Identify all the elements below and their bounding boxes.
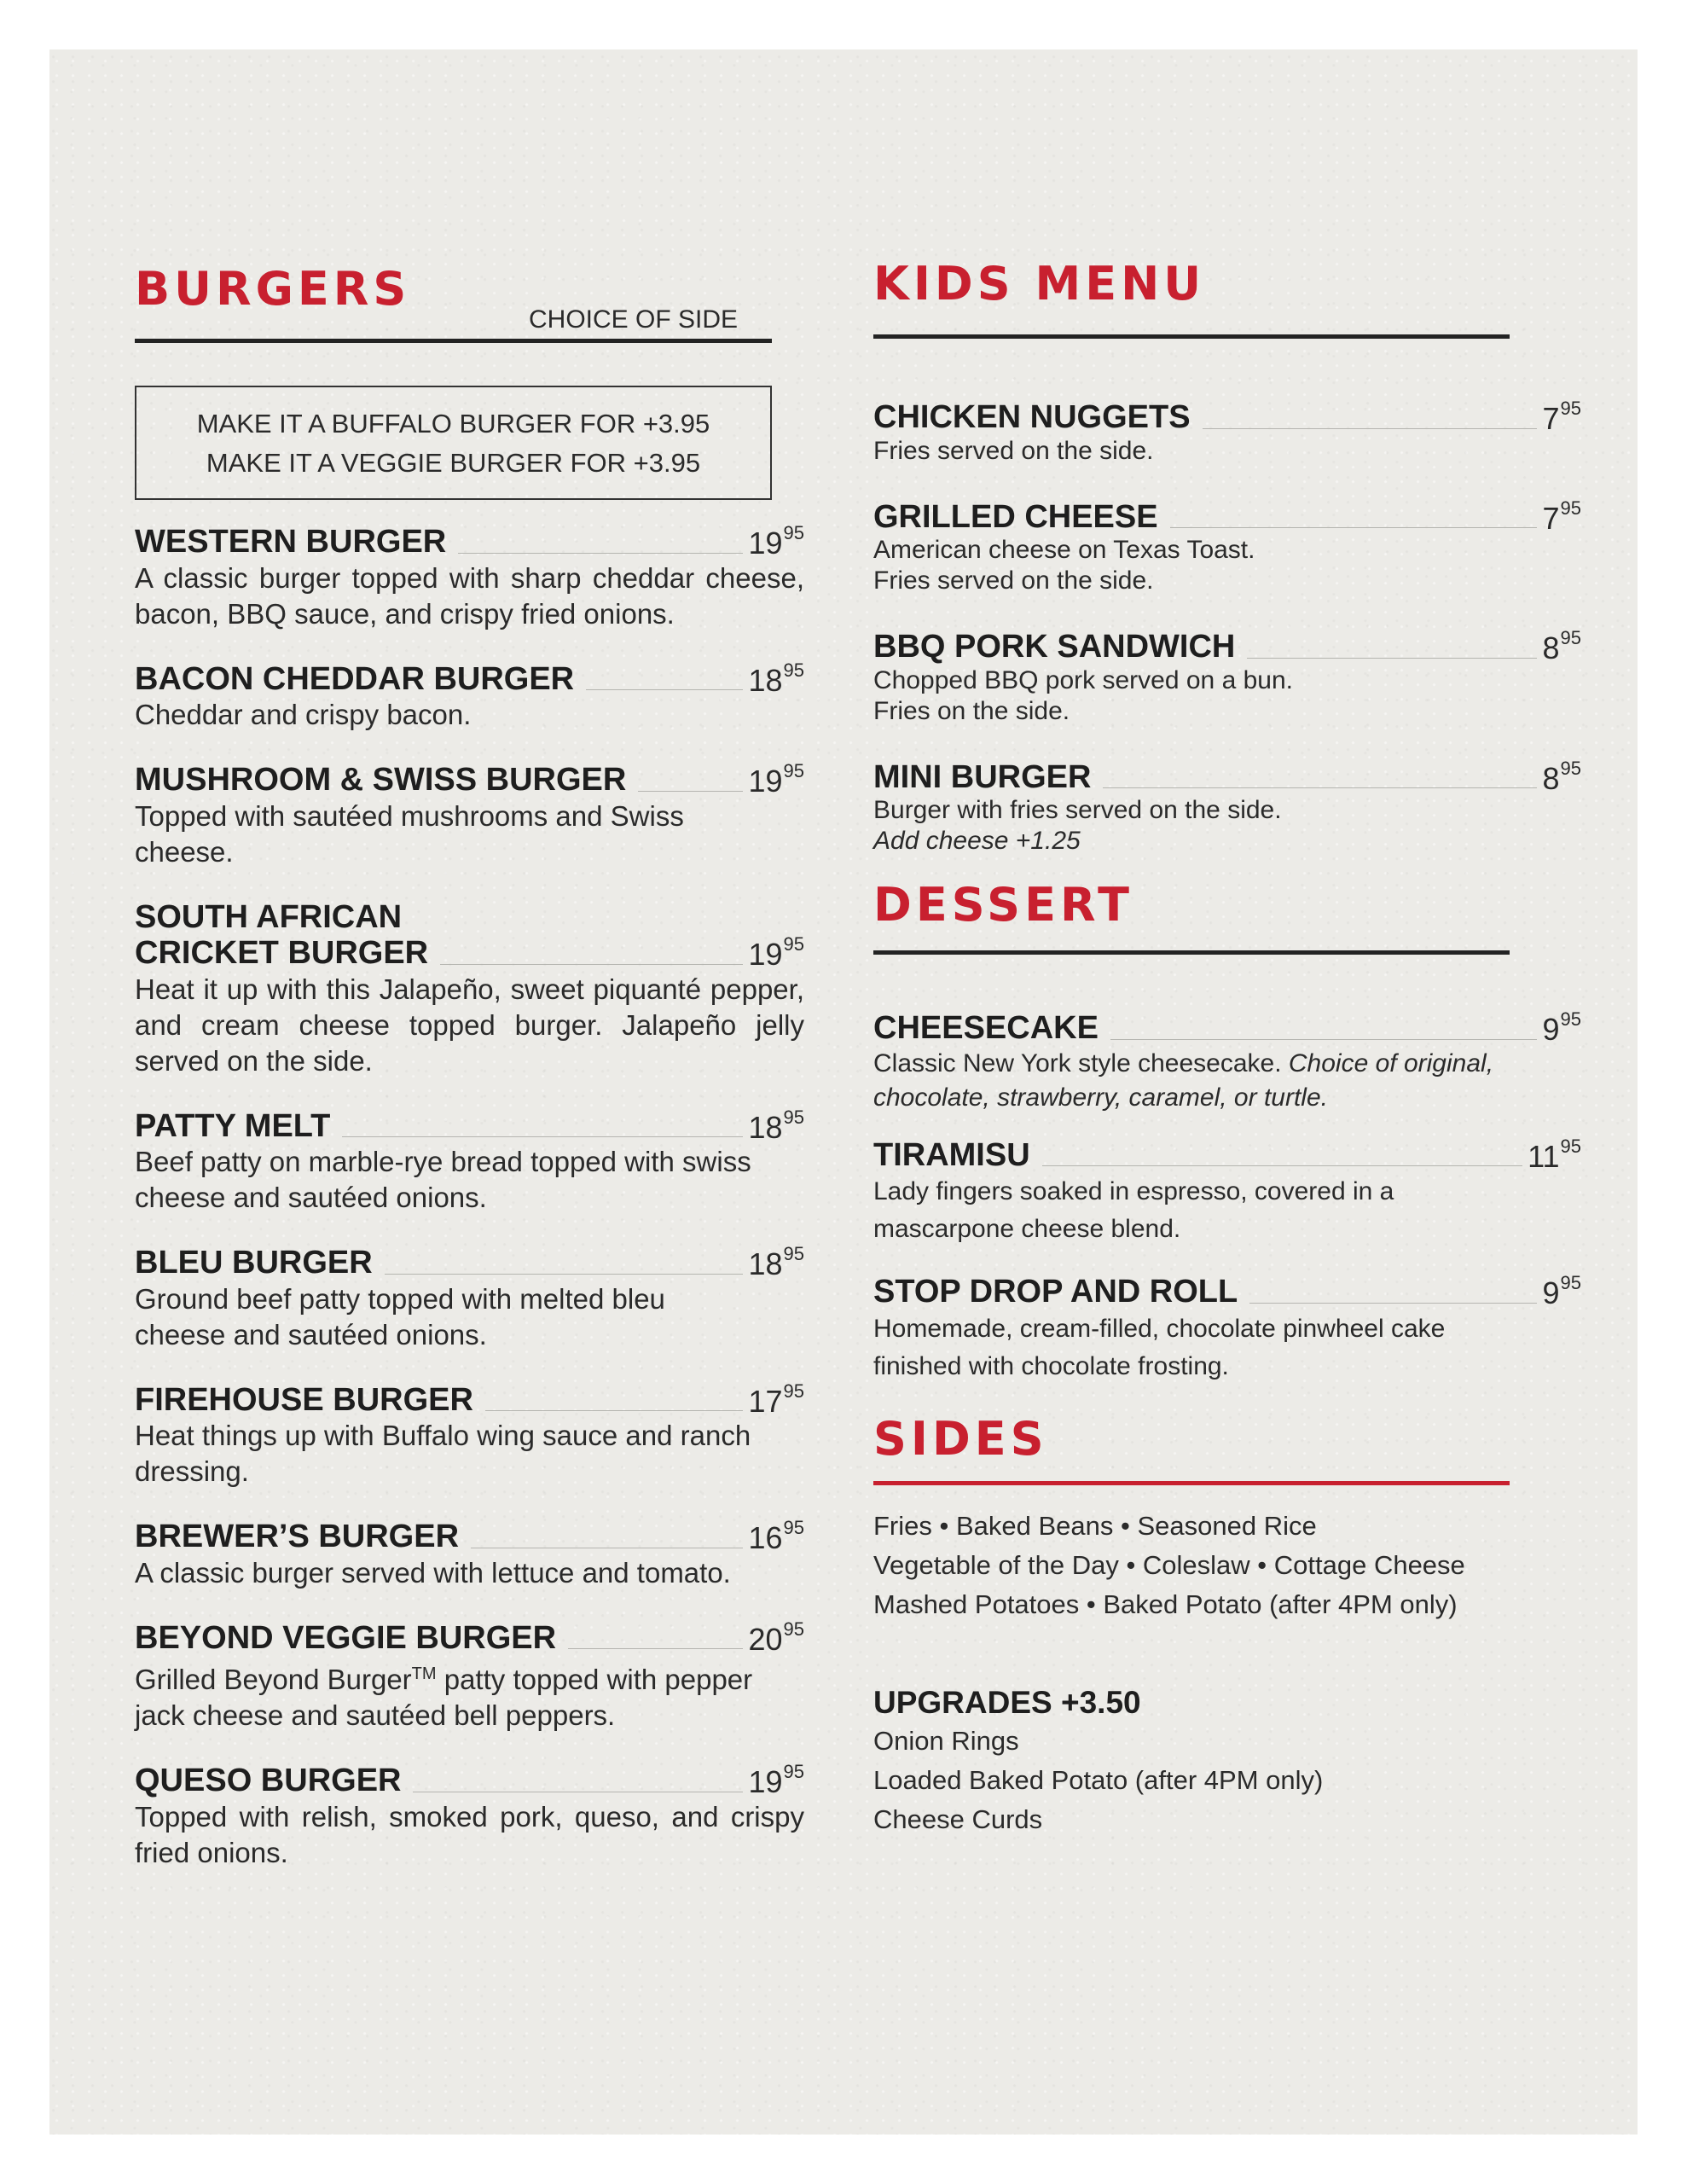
item-description: A classic burger served with lettuce and tomato. <box>135 1556 731 1589</box>
leader-line <box>1110 1039 1538 1040</box>
item-description: A classic burger topped with sharp cheddar cheese, bacon, BBQ sauce, and crispy fried onions. <box>135 561 804 630</box>
item-price: $8^{95}$ <box>1542 627 1581 666</box>
item-name: STOP DROP AND ROLL <box>873 1274 1238 1310</box>
choice-of-side-label: CHOICE OF SIDE <box>529 305 739 334</box>
menu-item-stop-drop-and-roll <box>873 1274 1581 1385</box>
item-name: TIRAMISU <box>873 1136 1030 1173</box>
menu-item-cheesecake <box>873 1010 1581 1115</box>
menu-item-mushroom-swiss-burger <box>135 762 804 870</box>
sides-line: Vegetable of the Day • Coleslaw • Cottage Cheese <box>873 1549 1465 1580</box>
item-price: $11^{95}$ <box>1528 1135 1581 1174</box>
item-price: $16^{95}$ <box>748 1517 804 1556</box>
dessert-rule <box>873 950 1510 955</box>
menu-item-bbq-pork-sandwich <box>873 629 1581 727</box>
item-name: BBQ PORK SANDWICH <box>873 629 1236 665</box>
burgers-column <box>135 264 804 1900</box>
leader-line <box>638 791 743 792</box>
item-description: Heat it up with this Jalapeño, sweet piquanté pepper, and cream cheese topped burger. Jalapeño jelly served on the side. <box>135 973 804 1077</box>
item-price: $9^{95}$ <box>1542 1272 1581 1311</box>
item-description: Fries served on the side. <box>873 436 1154 465</box>
item-name: WESTERN BURGER <box>135 524 447 560</box>
sides-rule <box>873 1481 1510 1485</box>
menu-item-patty-melt <box>135 1108 804 1217</box>
item-price: $9^{95}$ <box>1542 1008 1581 1048</box>
leader-line <box>1249 1303 1537 1304</box>
item-price: $7^{95}$ <box>1542 497 1581 536</box>
item-name: BLEU BURGER <box>135 1245 373 1281</box>
item-name: FIREHOUSE BURGER <box>135 1381 473 1418</box>
upgrades-title: UPGRADES +3.50 <box>873 1684 1141 1720</box>
item-description: Topped with sautéed mushrooms and Swiss cheese. <box>135 799 684 868</box>
buffalo-burger-note: MAKE IT A BUFFALO BURGER FOR +3.95 <box>196 409 710 439</box>
add-cheese-note: Add cheese +1.25 <box>873 827 1081 856</box>
leader-line <box>1247 658 1537 659</box>
item-price: $20^{95}$ <box>748 1618 804 1657</box>
item-description: Beef patty on marble-rye bread topped with swiss cheese and sautéed onions. <box>135 1146 751 1214</box>
menu-item-bleu-burger <box>135 1245 804 1353</box>
item-description: Ground beef patty topped with melted bleu cheese and sautéed onions. <box>135 1282 665 1350</box>
item-name: GRILLED CHEESE <box>873 498 1158 535</box>
right-column <box>873 256 1581 1839</box>
menu-item-queso-burger <box>135 1763 804 1871</box>
item-description-line: finished with chocolate frosting. <box>873 1351 1229 1380</box>
dessert-header <box>873 877 1547 962</box>
item-price: $18^{95}$ <box>748 659 804 698</box>
sides-line: Fries • Baked Beans • Seasoned Rice <box>873 1510 1317 1541</box>
leader-line <box>440 964 743 965</box>
menu-item-grilled-cheese <box>873 499 1581 597</box>
leader-line <box>458 553 743 554</box>
item-description: Cheddar and crispy bacon. <box>135 699 472 731</box>
leader-line <box>586 689 743 690</box>
item-name: BREWER’S BURGER <box>135 1519 460 1555</box>
item-price: $18^{95}$ <box>748 1106 804 1145</box>
leader-line <box>385 1274 744 1275</box>
item-description: Classic New York style cheesecake. Choice of original, chocolate, strawberry, caramel, or turtle. <box>873 1048 1494 1112</box>
sides-list <box>873 1507 1547 1624</box>
item-description-line: American cheese on Texas Toast. <box>873 536 1255 565</box>
dessert-section <box>873 877 1581 1385</box>
item-price: $17^{95}$ <box>748 1380 804 1419</box>
item-description: Grilled Beyond Burger™ patty topped with pepper jack cheese and sautéed bell peppers. <box>135 1664 753 1732</box>
item-description-line: Fries on the side. <box>873 696 1070 725</box>
item-description-line: Burger with fries served on the side. <box>873 796 1282 825</box>
sides-header <box>873 1411 1547 1496</box>
item-description-line: Lady fingers soaked in espresso, covered in a <box>873 1177 1394 1206</box>
menu-item-south-african-cricket-burger <box>135 899 804 1079</box>
item-name: QUESO BURGER <box>135 1763 402 1799</box>
leader-line <box>1170 527 1538 528</box>
kids-menu-rule <box>873 334 1510 339</box>
dessert-title: DESSERT <box>873 878 1133 932</box>
menu-item-beyond-veggie-burger <box>135 1620 804 1734</box>
item-price: $7^{95}$ <box>1542 397 1581 436</box>
item-name: MINI BURGER <box>873 758 1092 795</box>
menu-item-brewers-burger <box>135 1519 804 1591</box>
item-price: $19^{95}$ <box>748 760 804 799</box>
item-price: $18^{95}$ <box>748 1243 804 1282</box>
item-price: $19^{95}$ <box>748 933 804 973</box>
sides-title: SIDES <box>873 1411 1048 1466</box>
item-description: Topped with relish, smoked pork, queso, and crispy fried onions. <box>135 1801 804 1869</box>
item-description-line: mascarpone cheese blend. <box>873 1215 1181 1244</box>
upgrade-item: Onion Rings <box>873 1726 1019 1757</box>
item-name: CRICKET BURGER <box>135 935 429 972</box>
item-name: CHEESECAKE <box>873 1010 1099 1047</box>
veggie-burger-note: MAKE IT A VEGGIE BURGER FOR +3.95 <box>206 448 701 478</box>
burgers-rule <box>135 339 772 343</box>
menu-item-tiramisu <box>873 1137 1581 1249</box>
upgrade-item: Cheese Curds <box>873 1804 1043 1835</box>
item-name-line1: SOUTH AFRICAN <box>135 898 403 935</box>
burger-upgrade-note <box>135 386 772 500</box>
item-name: CHICKEN NUGGETS <box>873 399 1191 435</box>
item-name: BACON CHEDDAR BURGER <box>135 660 575 697</box>
item-description-line: Fries served on the side. <box>873 566 1154 595</box>
item-price: $8^{95}$ <box>1542 757 1581 796</box>
item-name: BEYOND VEGGIE BURGER <box>135 1619 557 1656</box>
item-name: MUSHROOM & SWISS BURGER <box>135 762 627 799</box>
menu-item-mini-burger <box>873 759 1581 857</box>
upgrades-list <box>873 1722 1547 1839</box>
leader-line <box>1042 1165 1522 1166</box>
leader-line <box>1103 787 1537 788</box>
kids-menu-header <box>873 256 1547 341</box>
item-description-line: Chopped BBQ pork served on a bun. <box>873 665 1293 694</box>
sides-line: Mashed Potatoes • Baked Potato (after 4PM only) <box>873 1589 1458 1619</box>
menu-item-western-burger <box>135 521 804 632</box>
item-description-line: Homemade, cream-filled, chocolate pinwheel cake <box>873 1314 1446 1343</box>
item-name: PATTY MELT <box>135 1107 331 1144</box>
item-price: $19^{95}$ <box>748 521 804 561</box>
kids-menu-title: KIDS MENU <box>873 257 1206 311</box>
item-description: Heat things up with Buffalo wing sauce and ranch dressing. <box>135 1420 751 1488</box>
menu-item-bacon-cheddar-burger <box>135 661 804 734</box>
leader-line <box>568 1648 743 1649</box>
leader-line <box>485 1410 744 1411</box>
leader-line <box>1203 428 1538 429</box>
burgers-header <box>135 264 804 343</box>
burgers-title: BURGERS <box>135 262 411 316</box>
menu-item-firehouse-burger <box>135 1382 804 1490</box>
menu-item-chicken-nuggets <box>873 399 1581 467</box>
item-price: $19^{95}$ <box>748 1761 804 1800</box>
leader-line <box>342 1136 743 1137</box>
upgrade-item: Loaded Baked Potato (after 4PM only) <box>873 1765 1324 1796</box>
